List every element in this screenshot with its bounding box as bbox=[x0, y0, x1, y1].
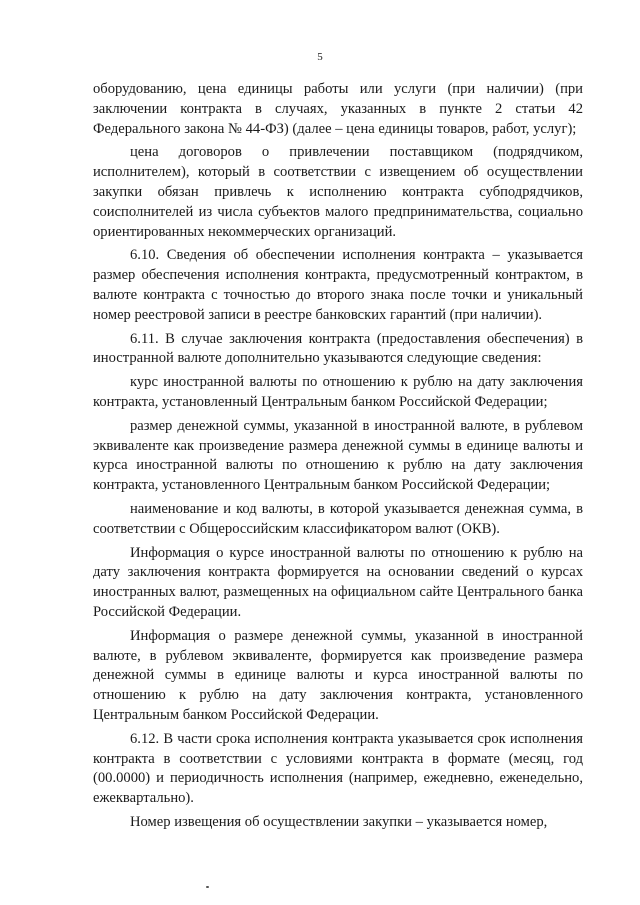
paragraph-section-6-12: 6.12. В части срока исполнения контракта указывается срок исполнения контракта в соответствии с условиями контракта в формате (месяц, год (00.0000) и периодичность исполнения (например, ежедневно, еженедельно, ежеквартально). bbox=[93, 730, 583, 807]
paragraph-section-6-10: 6.10. Сведения об обеспечении исполнения контракта – указывается размер обеспечения исполнения контракта, предусмотренный контрактом, в валюте контракта с точностью до второго знака после точки и уникальный номер реестровой записи в реестре банковских гарантий (при наличии). bbox=[93, 247, 583, 323]
paragraph: Информация о размере денежной суммы, указанной в иностранной валюте, в рублевом эквиваленте, формируется как произведение размера денежной суммы в единице валюты и курса иностранной валюты по отношению к рублю на дату заключения контракта, установленного Центральным банком Российской Федерации. bbox=[93, 627, 583, 723]
paragraph: цена договоров о привлечении поставщиком (подрядчиком, исполнителем), который в соответствии с извещением об осуществлении закупки обязан привлечь к исполнению контракта субподрядчиков, соисполнителей из числа субъектов малого предпринимательства, социально ориентированных некоммерческих организаций. bbox=[93, 144, 583, 240]
paragraph-section-6-11: 6.11. В случае заключения контракта (предоставления обеспечения) в иностранной валюте дополнительно указываются следующие сведения: bbox=[93, 330, 583, 367]
paragraph: Информация о курсе иностранной валюты по отношению к рублю на дату заключения контракта формируется на основании сведений о курсах иностранных валют, размещенных на официальном сайте Центрального банка Российской Федерации. bbox=[93, 544, 583, 620]
paragraph: наименование и код валюты, в которой указывается денежная сумма, в соответствии с Общероссийским классификатором валют (ОКВ). bbox=[93, 500, 583, 537]
paragraph: Номер извещения об осуществлении закупки – указывается номер, bbox=[130, 813, 548, 830]
paragraph: курс иностранной валюты по отношению к рублю на дату заключения контракта, установленный Центральным банком Российской Федерации; bbox=[93, 374, 583, 410]
scan-artifact bbox=[206, 886, 209, 888]
document-body bbox=[93, 80, 583, 837]
page-number: 5 bbox=[317, 51, 323, 63]
paragraph: оборудованию, цена единицы работы или услуги (при наличии) (при заключении контракта в случаях, указанных в пункте 2 статьи 42 Федерального закона № 44-ФЗ) (далее – цена единицы товаров, работ, услуг); bbox=[93, 81, 583, 137]
paragraph: размер денежной суммы, указанной в иностранной валюте, в рублевом эквиваленте как произведение размера денежной суммы в единице валюты и курса иностранной валюты по отношению к рублю на дату заключения контракта, установленного Центральным банком Российской Федерации; bbox=[93, 417, 583, 494]
